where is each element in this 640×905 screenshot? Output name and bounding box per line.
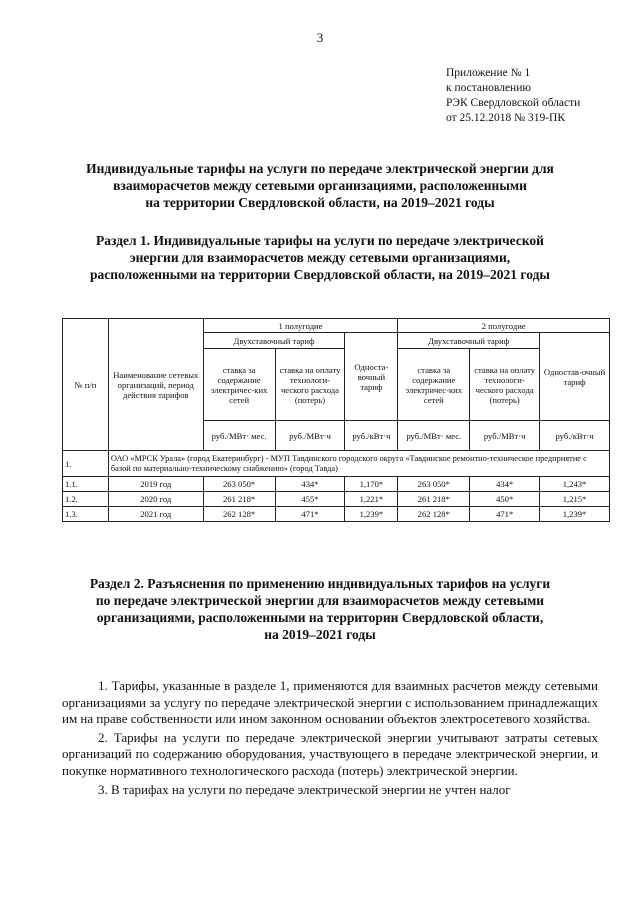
unit-losses: руб./МВт·ч — [275, 421, 345, 451]
cell-h1-loss: 434* — [275, 477, 345, 492]
cell-h2-loss: 471* — [470, 507, 540, 522]
cell-h2-single: 1,239* — [540, 507, 610, 522]
row-year: 2021 год — [108, 507, 203, 522]
unit-maintenance: руб./МВт· мес. — [203, 421, 275, 451]
title-line: организациями, расположенными на территории Свердловской области, — [96, 610, 544, 625]
header-single-rate: Односта-вочный тариф — [345, 333, 398, 421]
title-line: на 2019–2021 годы — [264, 627, 376, 642]
cell-h1-maint: 263 050* — [203, 477, 275, 492]
table-row — [63, 492, 610, 507]
title-line: энергии для взаиморасчетов между сетевыми организациями, — [129, 250, 511, 265]
title-line: расположенными на территории Свердловской области, на 2019–2021 годы — [90, 267, 550, 282]
header-name: Наименование сетевых организаций, период действия тарифов — [108, 319, 203, 451]
unit-single: руб./кВт·ч — [540, 421, 610, 451]
cell-h1-single: 1,221* — [345, 492, 398, 507]
header-maintenance: ставка за содержание электричес-ких сетей — [398, 349, 470, 421]
cell-h2-single: 1,215* — [540, 492, 610, 507]
appendix-line: к постановлению — [446, 82, 531, 94]
title-line: по передаче электрической энергии для взаиморасчетов между сетевыми — [95, 593, 545, 608]
cell-h2-maint: 262 128* — [398, 507, 470, 522]
title-line: на территории Свердловской области, на 2019–2021 годы — [145, 195, 495, 210]
title-line: Индивидуальные тарифы на услуги по передаче электрической энергии для — [86, 161, 554, 176]
header-num: № п/п — [63, 319, 109, 451]
header-single-rate: Одностав-очный тариф — [540, 333, 610, 421]
table-row — [63, 477, 610, 492]
appendix-line: Приложение № 1 — [446, 67, 531, 79]
cell-h2-maint: 261 218* — [398, 492, 470, 507]
header-half1: 1 полугодие — [203, 319, 398, 333]
row-num: 1.3. — [63, 507, 109, 522]
row-year: 2020 год — [108, 492, 203, 507]
tariff-table — [62, 318, 610, 522]
appendix-line: от 25.12.2018 № 319-ПК — [446, 112, 566, 124]
header-half2: 2 полугодие — [398, 319, 610, 333]
header-two-rate: Двухставочный тариф — [398, 333, 540, 349]
paragraph: 2. Тарифы на услуги по передаче электрической энергии учитывают затраты сетевых организаций по содержанию оборудования, участвующего в передаче электрической энергии, и покупке нормативного технологического расхода (потерь) электрической энергии. — [62, 729, 598, 778]
section1-title — [40, 232, 600, 283]
org-num: 1. — [63, 451, 109, 477]
unit-maintenance: руб./МВт· мес. — [398, 421, 470, 451]
row-num: 1.2. — [63, 492, 109, 507]
table-row — [63, 507, 610, 522]
appendix-block — [446, 66, 580, 126]
page-number: 3 — [316, 30, 324, 45]
row-num: 1.1. — [63, 477, 109, 492]
explanations-body — [62, 678, 598, 800]
row-year: 2019 год — [108, 477, 203, 492]
cell-h2-maint: 263 050* — [398, 477, 470, 492]
title-line: Раздел 1. Индивидуальные тарифы на услуги по передаче электрической — [96, 233, 544, 248]
paragraph: 3. В тарифах на услуги по передаче электрической энергии не учтен налог — [98, 781, 511, 797]
header-losses: ставка на оплату технологи-ческого расхода (потерь) — [470, 349, 540, 421]
cell-h2-single: 1,243* — [540, 477, 610, 492]
cell-h1-single: 1,170* — [345, 477, 398, 492]
header-maintenance: ставка за содержание электричес-ких сетей — [203, 349, 275, 421]
title-line: взаиморасчетов между сетевыми организациями, расположенными — [113, 178, 527, 193]
cell-h1-loss: 471* — [275, 507, 345, 522]
header-losses: ставка на оплату технологи-ческого расхода (потерь) — [275, 349, 345, 421]
org-name: ОАО «МРСК Урала» (город Екатеринбург) - МУП Тавдинского городского округа «Тавдинское ремонтно-техническое предприятие с базой по материально-техническому снабжению» (город Тавда) — [108, 451, 609, 477]
section2-title — [40, 575, 600, 643]
cell-h1-maint: 261 218* — [203, 492, 275, 507]
cell-h2-loss: 450* — [470, 492, 540, 507]
cell-h1-loss: 455* — [275, 492, 345, 507]
appendix-line: РЭК Свердловской области — [446, 97, 581, 109]
cell-h1-single: 1,239* — [345, 507, 398, 522]
unit-single: руб./кВт·ч — [345, 421, 398, 451]
header-two-rate: Двухставочный тариф — [203, 333, 345, 349]
cell-h2-loss: 434* — [470, 477, 540, 492]
main-title — [40, 160, 600, 211]
cell-h1-maint: 262 128* — [203, 507, 275, 522]
title-line: Раздел 2. Разъяснения по применению индивидуальных тарифов на услуги — [89, 576, 551, 591]
paragraph: 1. Тарифы, указанные в разделе 1, применяются для взаимных расчетов между сетевыми организациями за услугу по передаче электрической энергии с использованием принадлежащих им на праве собственности или ином законном основании объектов электросетевого хозяйства. — [62, 678, 598, 727]
unit-losses: руб./МВт·ч — [470, 421, 540, 451]
